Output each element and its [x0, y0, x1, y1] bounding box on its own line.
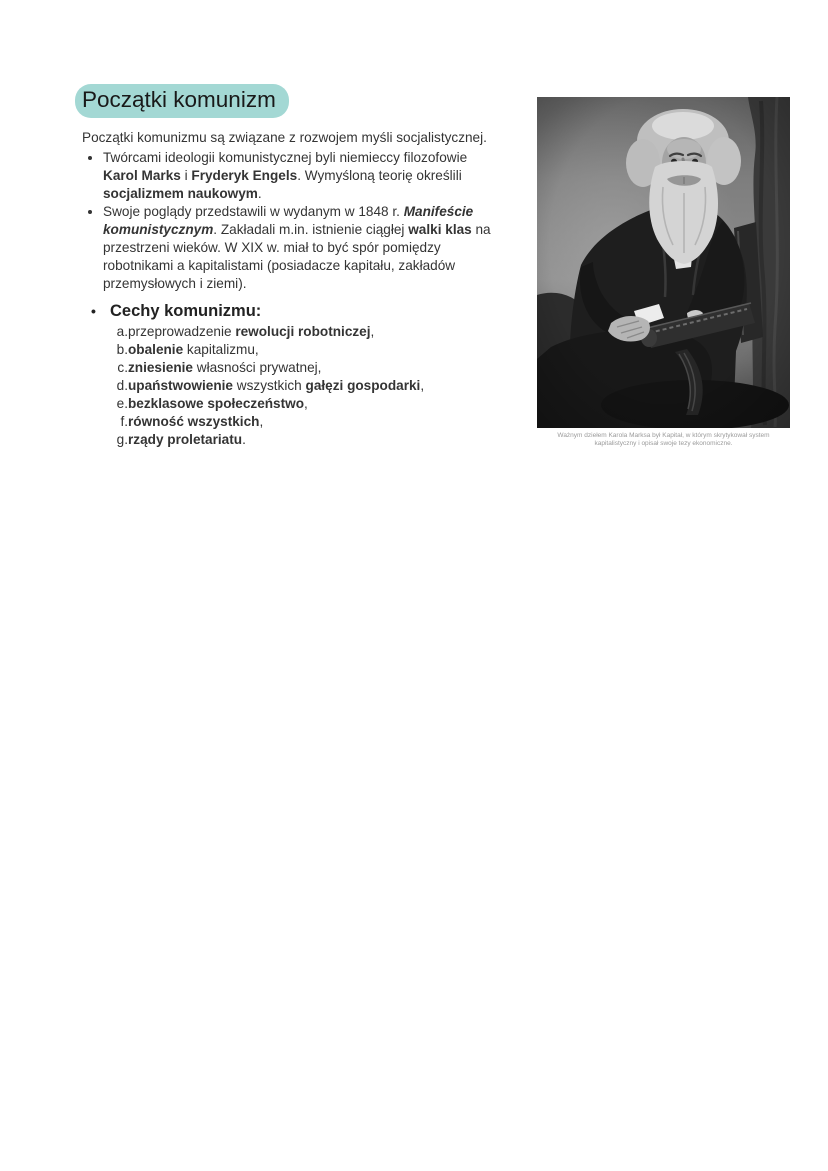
feature-text [128, 431, 498, 449]
text-segment: Manifeście komunistycznym [103, 204, 474, 237]
figure-karl-marx [537, 97, 790, 448]
text-segment: . [242, 432, 246, 447]
text-segment: Twórcami ideologii komunistycznej byli niemieccy filozofowie [103, 150, 468, 165]
feature-item [82, 413, 498, 431]
text-segment: na przestrzeni wieków. W XIX w. miał to być spór pomiędzy robotnikami a kapitalistami (posiadacze kapitału, zakładów przemysłowych i ziemi). [103, 222, 491, 291]
text-segment: gałęzi gospodarki [305, 378, 421, 393]
feature-text [128, 359, 498, 377]
text-segment: , [259, 414, 264, 429]
figure-caption: Ważnym dziełem Karola Marksa był Kapitał, w którym skrytykował system kapitalistyczny i opisał swoje tezy ekonomiczne. [557, 432, 770, 447]
text-segment: przeprowadzenie [128, 324, 236, 339]
feature-marker: a. [116, 324, 128, 339]
text-segment: , [304, 396, 308, 411]
feature-text [128, 341, 498, 359]
text-segment: Fryderyk Engels [191, 168, 298, 183]
feature-item [82, 377, 498, 395]
text-segment: socjalizmem naukowym [103, 186, 258, 201]
karl-marx-portrait-image [537, 97, 790, 428]
feature-marker: e. [116, 396, 128, 411]
text-segment: , [370, 324, 375, 339]
text-segment: walki klas [408, 222, 472, 237]
intro-paragraph: Początki komunizmu są związane z rozwojem myśli socjalistycznej. [82, 130, 487, 145]
text-segment: upaństwowienie [128, 378, 233, 393]
text-segment: obalenie [128, 342, 184, 357]
bullet-item [103, 203, 498, 293]
feature-marker: b. [116, 342, 128, 357]
text-segment: . [257, 186, 262, 201]
feature-marker: g. [116, 432, 128, 447]
text-segment: wszystkich [233, 378, 306, 393]
feature-item [82, 359, 498, 377]
feature-text [128, 413, 498, 431]
features-heading-row [82, 301, 498, 321]
text-segment: równość wszystkich [128, 414, 260, 429]
content-column [82, 84, 498, 449]
feature-text [128, 395, 498, 413]
text-segment: Karol Marks [103, 168, 181, 183]
bullet-dot-icon: • [91, 303, 96, 319]
text-segment: kapitalizmu, [183, 342, 259, 357]
feature-marker: f. [120, 414, 128, 429]
feature-item [82, 323, 498, 341]
bullet-item [103, 149, 498, 203]
text-segment: i [180, 168, 192, 183]
feature-item [82, 341, 498, 359]
feature-item [82, 395, 498, 413]
features-list [82, 323, 498, 449]
page-title [75, 84, 498, 118]
feature-marker: c. [117, 360, 128, 375]
features-heading-label: Cechy komunizmu: [110, 302, 262, 320]
text-segment: . Wymyśloną teorię określili [297, 168, 462, 183]
feature-text [128, 323, 498, 341]
text-segment: rządy proletariatu [128, 432, 243, 447]
text-segment: , [420, 378, 425, 393]
feature-item [82, 431, 498, 449]
feature-marker: d. [116, 378, 128, 393]
text-segment: rewolucji robotniczej [235, 324, 371, 339]
title-highlight: Początki komunizm [75, 84, 289, 118]
text-segment: własności prywatnej, [192, 360, 322, 375]
text-segment: Swoje poglądy przedstawili w wydanym w 1848 r. [103, 204, 404, 219]
text-segment: zniesienie [128, 360, 193, 375]
feature-text [128, 377, 498, 395]
text-segment: bezklasowe społeczeństwo [128, 396, 305, 411]
text-segment: . Zakładali m.in. istnienie ciągłej [213, 222, 409, 237]
bullet-list [82, 149, 498, 293]
